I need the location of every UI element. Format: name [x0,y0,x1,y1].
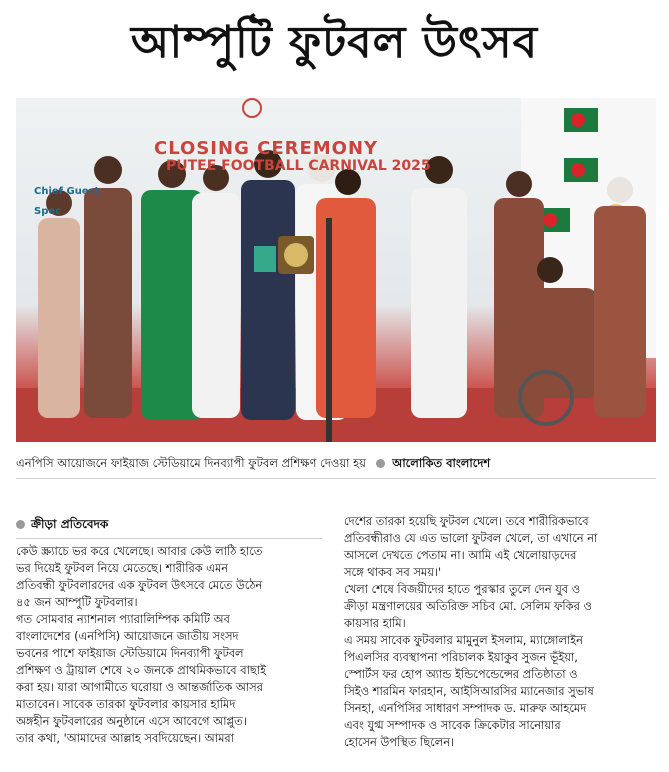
text-line: প্রশিক্ষণ ও ট্রায়াল শেষে ২০ জনকে প্রাথমিকভাবে বাছাই [16,663,267,677]
bullet-icon [16,520,25,529]
byline-divider [16,538,322,539]
text-line: সিইও শারমিন ফারহান, আইসিআরসির ম্যানেজার সুভাষ [344,684,594,698]
caption-source: আলোকিত বাংলাদেশ [392,456,491,470]
text-line: গত সোমবার ন্যাশনাল প্যারালিম্পিক কমিটি অব [16,612,230,626]
text-line: তার কথা, 'আমাদের আল্লাহ সবদিয়েছেন। আমরা [16,731,234,745]
text-line: বাংলাদেশের (এনপিসি) আয়োজনে জাতীয় সংসদ [16,629,239,643]
text-line: কেউ স্ক্র্যাচে ভর করে খেলেছে। আবার কেউ লাঠি হাতে [16,544,263,558]
article-column-right [344,513,656,751]
text-line: ক্রীড়া মন্ত্রণালয়ের অতিরিক্ত সচিব মো. সেলিম ফকির ও [344,599,592,613]
text-line: প্রতিবন্ধী ফুটবলারদের এক ফুটবল উৎসবে মেতে উঠেন [16,578,263,592]
banner-subtitle: PUTEE FOOTBALL CARNIVAL 2025 [166,158,431,174]
text-line: মাতাবেন। সাবেক তারকা ফুটবলার কায়সার হামিদ [16,697,236,711]
banner-title: CLOSING CEREMONY [154,138,379,159]
text-line: সঙ্গে থাকব সব সময়।' [344,565,442,579]
text-line: আসলে দেখতে পেতাম না। আমি এই খেলোয়াড়দের [344,548,577,562]
text-line: দেশের তারকা হয়েছি ফুটবল খেলে। তবে শারীরিকভাবে [344,514,589,528]
text-line: ভর দিয়েই ফুটবল নিয়ে মেতেছে। শারীরিক এমন [16,561,229,575]
headline: আম্পুটি ফুটবল উৎসব [130,17,539,68]
byline-text: ক্রীড়া প্রতিবেদক [31,517,109,531]
text-line: সিনহা, এনপিসির সাধারণ সম্পাদক ড. মারুফ আহমেদ [344,701,587,715]
text-line: অঙ্গহীন ফুটবলারের অনুষ্ঠানে এসে আবেগে আপ্লুত। [16,714,247,728]
text-line: এবং যুগ্ম সম্পাদক ও সাবেক ক্রিকেটার সানোয়ার [344,718,561,732]
text-line: এ সময় সাবেক ফুটবলার মামুনুল ইসলাম, ম্যাঙ্গোলাইন [344,633,583,647]
banner-special-guest: Spec [34,206,62,217]
bullet-icon [376,459,385,468]
text-line: পিএলসির ব্যবস্থাপনা পরিচালক ইয়াকুব সুজন ভূঁইয়া, [344,650,578,664]
news-photo [16,98,656,442]
article-column-left [16,543,322,747]
banner-chief-guest: Chief Guest [34,186,100,197]
text-line: ভবনের পাশে ফাইয়াজ স্টেডিয়ামে দিনব্যাপী ফুটবল [16,646,244,660]
text-line: করা হয়। যারা আগামীতে ঘরোয়া ও আন্তর্জাতিক আসর [16,680,263,694]
text-line: হোসেন উপস্থিত ছিলেন। [344,735,455,749]
photo-caption [16,453,656,473]
text-line: প্রতিবন্ধীরাও যে এত ভালো ফুটবল খেলে, তা এখানে না [344,531,598,545]
text-line: কায়সার হামি। [344,616,406,630]
text-line: ৪৫ জন আম্পুটি ফুটবলার। [16,595,138,609]
text-line: স্পোর্টস ফর হোপ অ্যান্ড ইন্ডিপেন্ডেন্সের প্রতিষ্ঠাতা ও [344,667,578,681]
byline [16,513,316,535]
text-line: খেলা শেষে বিজয়ীদের হাতে পুরস্কার তুলে দেন যুব ও [344,582,581,596]
caption-text: এনপিসি আয়োজনে ফাইয়াজ স্টেডিয়ামে দিনব্যাপী ফুটবল প্রশিক্ষণ দেওয়া হয় [16,456,366,470]
caption-divider [16,478,656,479]
